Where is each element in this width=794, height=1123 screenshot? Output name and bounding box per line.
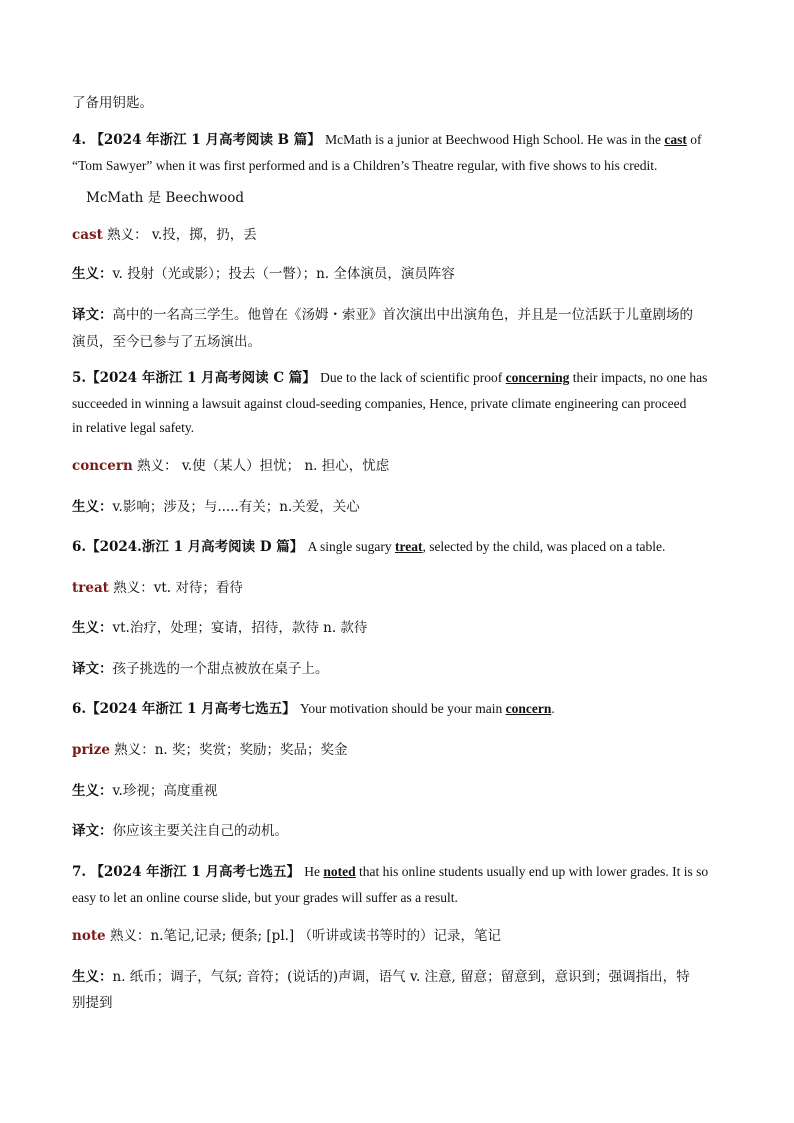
question-5-line2: succeeded in winning a lawsuit against cloud-seeding companies, Hence, private climate engineering can proceed — [72, 396, 687, 411]
translation-label: 译文： — [72, 307, 113, 323]
meaning-new — [72, 782, 217, 800]
new-meaning: v.珍视；高度重视 — [112, 783, 218, 799]
keyword: treat — [394, 539, 423, 554]
familiar-meaning: v.投，掷，扔，丢 — [147, 227, 257, 243]
new-meaning-label: 生义： — [72, 620, 113, 636]
question-number: 6. — [72, 701, 87, 717]
translation-label: 译文： — [72, 661, 113, 677]
translation-fragment: McMath 是 Beechwood — [86, 190, 245, 206]
keyword: noted — [323, 864, 356, 879]
familiar-meaning: n.笔记,记录; 便条; [pl.] （听讲或读书等时的）记录，笔记 — [150, 928, 501, 944]
meaning-familiar — [72, 741, 348, 759]
familiar-meaning: n. 奖；奖赏；奖励；奖品；奖金 — [154, 742, 348, 758]
continued-text: 了备用钥匙。 — [72, 95, 153, 111]
question-number: 4. — [72, 132, 87, 148]
vocab-word: prize — [72, 742, 110, 758]
question-4 — [72, 131, 702, 149]
meaning-familiar — [72, 457, 389, 475]
question-7-line2: easy to let an online course slide, but your grades will suffer as a result. — [72, 890, 458, 905]
question-text: He — [304, 864, 324, 879]
translation — [72, 306, 693, 324]
meaning-new — [72, 498, 360, 516]
question-6b — [72, 700, 555, 718]
translation-text: 高中的一名高三学生。他曾在《汤姆・索亚》首次演出中出演角色，并且是一位活跃于儿童剧场的 — [112, 307, 693, 323]
translation-text: 孩子挑选的一个甜点被放在桌子上。 — [112, 661, 329, 677]
meaning-new — [72, 619, 367, 637]
new-meaning-label: 生义： — [72, 266, 113, 282]
familiar-label: 熟义： — [114, 742, 155, 758]
vocab-word: note — [72, 928, 106, 944]
new-meaning: v. 投射（光或影）；投去（一瞥）；n. 全体演员，演员阵容 — [112, 266, 455, 282]
new-meaning: n. 纸币；调子，气氛; 音符；(说话的)声调，语气 v. 注意, 留意；留意到，意识到；强调指出，特 — [112, 969, 690, 985]
question-text: McMath is a junior at Beechwood High School. He was in the — [325, 132, 665, 147]
question-text: their impacts, no one has — [569, 370, 708, 385]
keyword: cast — [664, 132, 687, 147]
translation-text: 你应该主要关注自己的动机。 — [112, 823, 288, 839]
question-text: . — [551, 701, 555, 716]
translation-label: 译文： — [72, 823, 113, 839]
new-meaning-label: 生义： — [72, 499, 113, 515]
translation — [72, 822, 288, 840]
question-number: 5. — [72, 370, 87, 386]
familiar-meaning: vt. 对待；看待 — [153, 580, 243, 596]
meaning-familiar — [72, 579, 243, 597]
familiar-label: 熟义： — [113, 580, 154, 596]
familiar-label: 熟义： — [109, 928, 151, 944]
question-6 — [72, 538, 665, 556]
new-meaning-label: 生义： — [72, 783, 113, 799]
question-5-line3: in relative legal safety. — [72, 420, 195, 435]
vocab-word: treat — [72, 580, 109, 596]
vocab-word: concern — [72, 458, 133, 474]
question-text: Due to the lack of scientific proof — [320, 370, 506, 385]
meaning-new — [72, 968, 690, 986]
question-text: A single sugary — [307, 539, 395, 554]
keyword: concern — [505, 701, 552, 716]
question-number: 7. — [72, 864, 87, 880]
question-source: 【2024 年浙江 1 月高考七选五】 — [86, 701, 296, 717]
question-text: Your motivation should be your main — [299, 701, 506, 716]
question-number: 6. — [72, 539, 87, 555]
question-4-line2: “Tom Sawyer” when it was first performed and is a Children’s Theatre regular, with five shows to his credit. — [72, 158, 658, 173]
question-source: 【2024 年浙江 1 月高考阅读 C 篇】 — [86, 370, 316, 386]
question-text: , selected by the child, was placed on a table. — [422, 539, 666, 554]
question-source: 【2024 年浙江 1 月高考阅读 B 篇】 — [90, 132, 321, 148]
new-meaning: v.影响；涉及；与.....有关；n.关爱，关心 — [112, 499, 360, 515]
new-meaning: vt.治疗，处理；宴请，招待，款待 n. 款待 — [112, 620, 368, 636]
question-source: 【2024.浙江 1 月高考阅读 D 篇】 — [86, 539, 304, 555]
new-meaning-label: 生义： — [72, 969, 113, 985]
meaning-familiar — [72, 226, 257, 244]
translation — [72, 660, 329, 678]
familiar-meaning: v.使（某人）担忧； n. 担心，忧虑 — [177, 458, 390, 474]
new-meaning-line2: 别提到 — [72, 995, 113, 1011]
keyword: concerning — [505, 370, 570, 385]
meaning-familiar — [72, 927, 501, 945]
meaning-new — [72, 265, 455, 283]
question-text: that his online students usually end up with lower grades. It is so — [355, 864, 709, 879]
familiar-label: 熟义： — [107, 227, 148, 243]
question-source: 【2024 年浙江 1 月高考七选五】 — [90, 864, 300, 880]
vocab-word: cast — [72, 227, 103, 243]
question-5 — [72, 369, 707, 387]
question-text: of — [686, 132, 702, 147]
familiar-label: 熟义： — [137, 458, 178, 474]
question-7 — [72, 863, 708, 881]
translation-line2: 演员，至今已参与了五场演出。 — [72, 334, 261, 350]
